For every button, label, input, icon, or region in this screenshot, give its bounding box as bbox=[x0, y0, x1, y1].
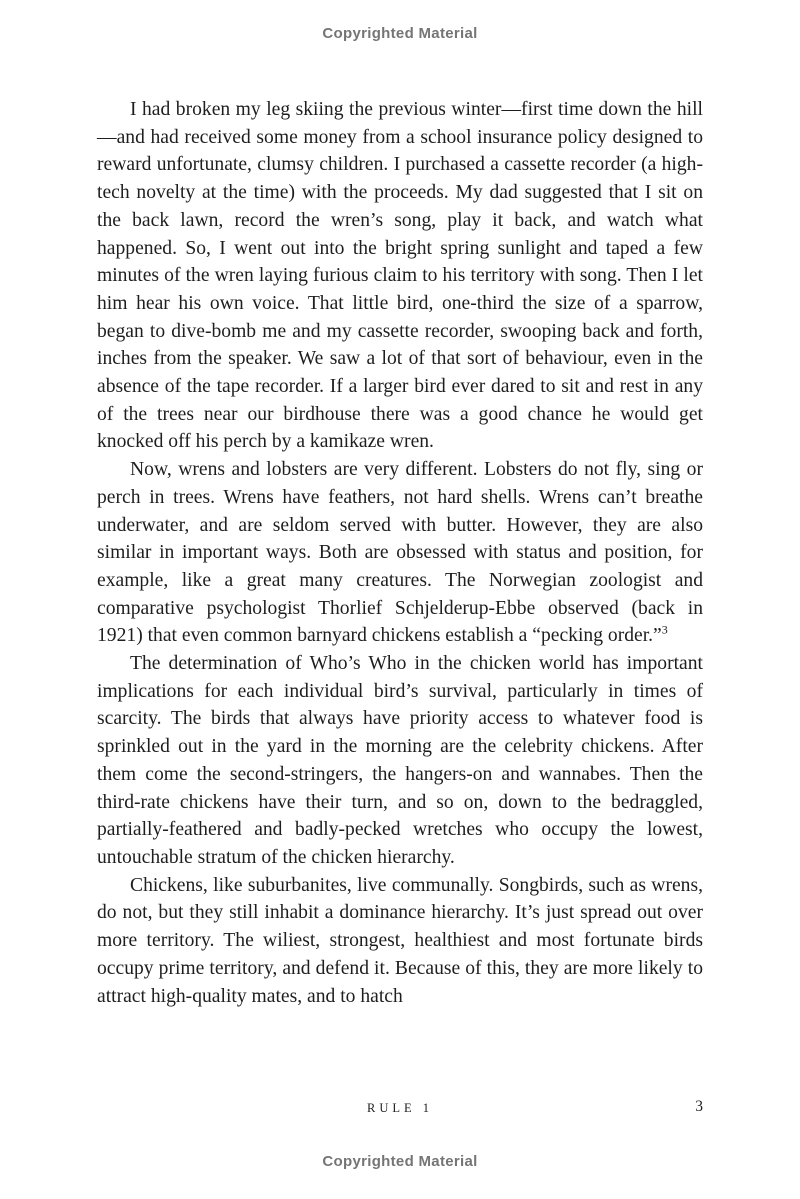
paragraph-text: Chickens, like suburbanites, live communally. Songbirds, such as wrens, do not, but they still inhabit a dominance hierarchy. It’s just spread out over more territory. The wiliest, strongest, healthiest and most fortunate birds occupy prime territory, and defend it. Because of this, they are more likely to attract high-quality mates, and to hatch bbox=[97, 874, 703, 1007]
page-number: 3 bbox=[695, 1098, 703, 1115]
copyright-notice-top: Copyrighted Material bbox=[322, 25, 478, 42]
footnote-marker: 3 bbox=[661, 622, 668, 637]
paragraph bbox=[97, 650, 703, 872]
copyright-notice-bottom: Copyrighted Material bbox=[322, 1153, 478, 1170]
running-head: RULE 1 bbox=[366, 1101, 433, 1115]
paragraph bbox=[97, 456, 703, 650]
paragraph-text: I had broken my leg skiing the previous winter—first time down the hill—and had received some money from a school insurance policy designed to reward unfortunate, clumsy children. I purchased a cassette recorder (a high-tech novelty at the time) with the proceeds. My dad suggested that I sit on the back lawn, record the wren’s song, play it back, and watch what happened. So, I went out into the bright spring sunlight and taped a few minutes of the wren laying furious claim to his territory with song. Then I let him hear his own voice. That little bird, one-third the size of a sparrow, began to dive-bomb me and my cassette recorder, swooping back and forth, inches from the speaker. We saw a lot of that sort of behaviour, even in the absence of the tape recorder. If a larger bird ever dared to sit and rest in any of the trees near our birdhouse there was a good chance he would get knocked off his perch by a kamikaze wren. bbox=[97, 99, 703, 453]
paragraph-text: The determination of Who’s Who in the chicken world has important implications for each individual bird’s survival, particularly in times of scarcity. The birds that always have priority access to whatever food is sprinkled out in the yard in the morning are the celebrity chickens. After them come the second-stringers, the hangers-on and wannabes. Then the third-rate chickens have their turn, and so on, down to the bedraggled, partially-feathered and badly-pecked wretches who occupy the lowest, untouchable stratum of the chicken hierarchy. bbox=[97, 653, 703, 868]
paragraph-text: Now, wrens and lobsters are very different. Lobsters do not fly, sing or perch in trees. Wrens have feathers, not hard shells. Wrens can’t breathe underwater, and are seldom served with butter. However, they are also similar in important ways. Both are obsessed with status and position, for example, like a great many creatures. The Norwegian zoologist and comparative psychologist Thorlief Schjelderup-Ebbe observed (back in 1921) that even common barnyard chickens establish a “pecking order.” bbox=[97, 459, 703, 647]
paragraph bbox=[97, 96, 703, 456]
page-footer bbox=[97, 1098, 703, 1121]
paragraph bbox=[97, 872, 703, 1011]
page-text-block bbox=[97, 96, 703, 1010]
